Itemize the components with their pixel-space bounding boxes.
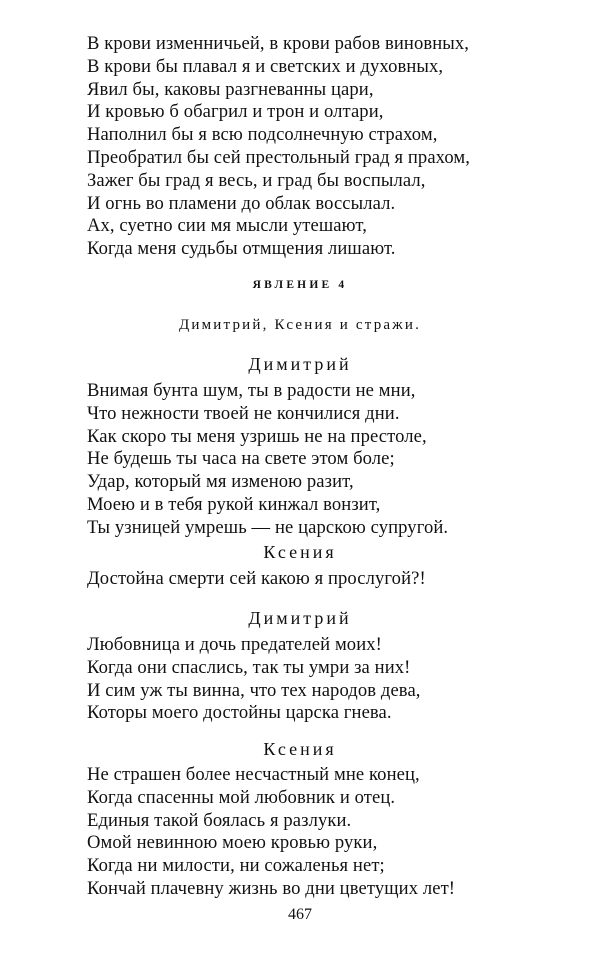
verse-line: Как скоро ты меня узришь не на престоле, <box>87 425 427 447</box>
verse-line: И сим уж ты винна, что тех народов дева, <box>87 679 421 701</box>
verse-line: Когда спасенны мой любовник и отец. <box>87 786 396 808</box>
speaker-name: Ксения <box>263 739 337 759</box>
speaker-name: Димитрий <box>248 608 352 628</box>
verse-line: И кровью б обагрил и трон и олтари, <box>87 101 384 123</box>
verse-line: Когда ни милости, ни сожаленья нет; <box>87 855 385 877</box>
scene-title: ЯВЛЕНИЕ 4 <box>252 279 348 291</box>
verse-line: Наполнил бы я всю подсолнечную страхом, <box>87 124 438 146</box>
verse-line: Кончай плачевну жизнь во дни цветущих лет! <box>87 877 456 899</box>
verse-line: Когда меня судьбы отмщения лишают. <box>87 238 396 260</box>
verse-line: Моею и в тебя рукой кинжал вонзит, <box>87 493 381 515</box>
verse-line: Любовница и дочь предателей моих! <box>87 634 382 655</box>
verse-block-dimitriy-1 <box>87 380 557 540</box>
verse-line: Преобратил бы сей престольный град я прахом, <box>87 146 471 168</box>
verse-line: Не страшен более несчастный мне конец, <box>87 764 420 785</box>
verse-line: Когда они спаслись, так ты умри за них! <box>87 656 411 678</box>
speaker-name: Димитрий <box>248 354 352 374</box>
verse-block-kseniya-2 <box>87 764 557 901</box>
verse-block-opening <box>87 33 557 261</box>
verse-line: Удар, который мя изменою разит, <box>87 471 354 493</box>
verse-line: Единыя такой боялась я разлуки. <box>87 809 352 831</box>
verse-line: Ах, суетно сии мя мысли утешают, <box>87 215 367 237</box>
verse-line: Не будешь ты часа на свете этом боле; <box>87 448 395 470</box>
verse-line: И огнь во пламени до облак воссылал. <box>87 192 396 214</box>
verse-line: Ты узницей умрешь — не царскою супругой. <box>87 516 449 538</box>
speaker-name: Ксения <box>263 542 337 562</box>
verse-block-dimitriy-2 <box>87 634 557 725</box>
verse-line: Внимая бунта шум, ты в радости не мни, <box>87 380 416 401</box>
verse-line: Что нежности твоей не кончилися дни. <box>87 402 400 424</box>
verse-line: Явил бы, каковы разгневанны цари, <box>87 78 374 100</box>
stage-direction: Димитрий, Ксения и стражи. <box>178 317 422 333</box>
verse-line: Зажег бы град я весь, и град бы воспылал, <box>87 169 426 191</box>
verse-line: В крови бы плавал я и светских и духовных, <box>87 55 444 77</box>
verse-line: Которы моего достойны царска гнева. <box>87 702 392 724</box>
verse-line: Омой невинною моею кровью руки, <box>87 832 378 854</box>
verse-line: В крови изменничьей, в крови рабов виновных, <box>87 33 470 54</box>
page-number: 467 <box>288 906 312 923</box>
verse-line: Достойна смерти сей какою я прослугой?! <box>87 568 426 589</box>
verse-block-kseniya-1 <box>87 568 557 591</box>
